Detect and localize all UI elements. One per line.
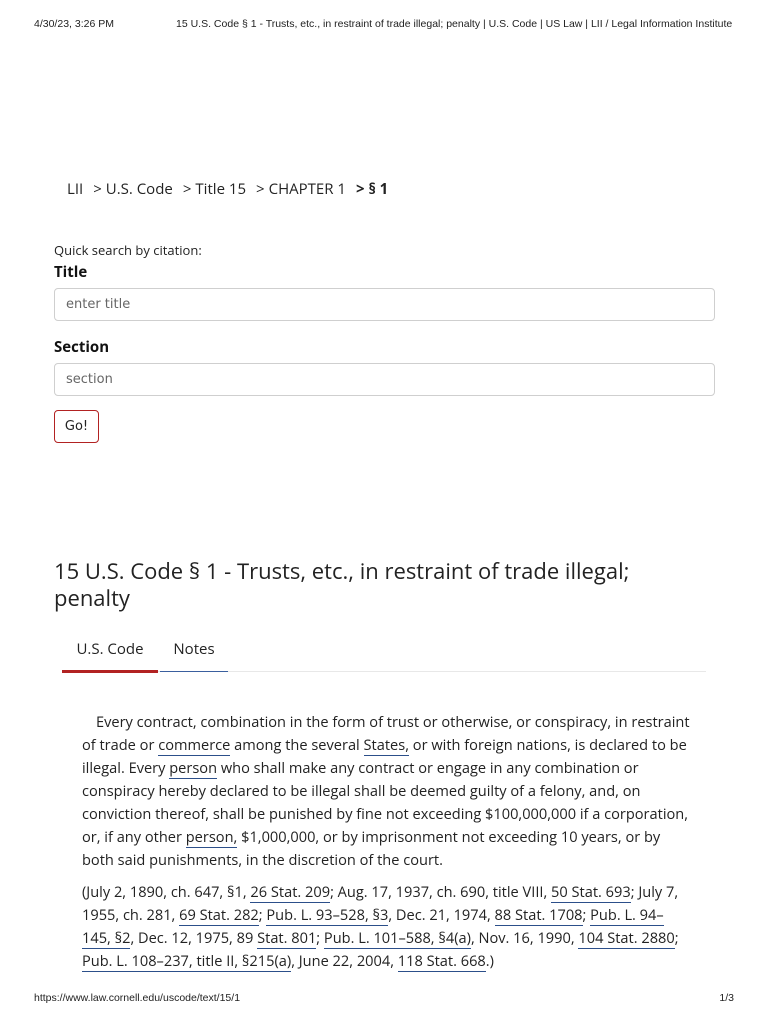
breadcrumb-current <box>356 179 388 199</box>
section-field-label: Section <box>54 337 110 357</box>
breadcrumb-current-label: § 1 <box>368 179 389 199</box>
citation-link[interactable]: Pub. L. 101–588, §4(a) <box>323 928 471 948</box>
quick-search-label: Quick search by citation: <box>54 241 202 259</box>
definition-link-person[interactable]: person <box>169 758 218 778</box>
breadcrumb-separator: > <box>182 179 192 199</box>
credits-text-segment: ; <box>582 905 591 925</box>
credits-text-segment: , June 22, 2004, <box>291 951 398 971</box>
credits-text-segment: , Dec. 12, 1975, 89 <box>130 928 258 948</box>
print-footer <box>34 992 734 1006</box>
breadcrumb-separator: > <box>93 179 102 199</box>
statute-text-segment: among the several <box>230 735 364 755</box>
credits-text-segment: .) <box>485 951 494 971</box>
tab-us-code[interactable]: U.S. Code <box>62 636 158 673</box>
definition-link-states[interactable]: States, <box>363 735 409 755</box>
print-page-number: 1/3 <box>719 992 734 1004</box>
title-input[interactable] <box>54 288 715 321</box>
print-url: https://www.law.cornell.edu/uscode/text/15/1 <box>34 992 241 1004</box>
go-button[interactable]: Go! <box>54 410 99 443</box>
credits-text-segment: , Dec. 21, 1974, <box>388 905 495 925</box>
source-credits <box>82 881 690 973</box>
tab-notes[interactable]: Notes <box>160 636 228 672</box>
page-title: 15 U.S. Code § 1 - Trusts, etc., in restraint of trade illegal; penalty <box>54 556 630 613</box>
print-header <box>34 18 734 32</box>
citation-link[interactable]: 50 Stat. 693 <box>551 882 631 902</box>
citation-link[interactable]: Stat. 801 <box>257 928 317 948</box>
citation-link[interactable]: 104 Stat. 2880 <box>578 928 675 948</box>
credits-text-segment: ; <box>674 928 679 948</box>
credits-text-segment: ; <box>316 928 324 948</box>
definition-link-commerce[interactable]: commerce <box>158 735 231 755</box>
breadcrumb-separator: > <box>256 179 265 199</box>
citation-link[interactable]: 88 Stat. 1708 <box>494 905 583 925</box>
breadcrumb-separator: > <box>355 179 365 199</box>
breadcrumb-us-code[interactable]: U.S. Code <box>105 179 173 199</box>
print-date: 4/30/23, 3:26 PM <box>34 18 114 30</box>
breadcrumb-lii[interactable]: LII <box>67 179 84 199</box>
citation-link[interactable]: Pub. L. 93–528, §3 <box>266 905 389 925</box>
breadcrumb-title-15[interactable]: Title 15 <box>195 179 247 199</box>
citation-link[interactable]: 69 Stat. 282 <box>179 905 259 925</box>
statute-text-segment: $1,000,000, or by imprisonment not exceeding 10 years, or by both said punishments, in the discretion of the court. <box>82 827 661 870</box>
statute-text-segment: who shall make any contract or engage in any combination or conspiracy hereby declared to be illegal shall be deemed guilty of a felony, and, on conviction thereof, shall be punished by fine not exceeding $100,000,000 if a corporation, or, if any other <box>82 758 689 847</box>
credits-text-segment: (July 2, 1890, ch. 647, §1, <box>82 882 251 902</box>
statute-text-segment: Every contract, combination in the form of trust or otherwise, or conspiracy, in restraint of trade or <box>82 712 690 755</box>
credits-text-segment: ; <box>258 905 267 925</box>
breadcrumb-chapter-1[interactable]: CHAPTER 1 <box>268 179 346 199</box>
print-page-title: 15 U.S. Code § 1 - Trusts, etc., in restraint of trade illegal; penalty | U.S. Code | US Law | LII / Legal Information Institute <box>176 18 733 30</box>
citation-link[interactable]: Pub. L. 94–145, §2 <box>82 905 664 948</box>
credits-text-segment: , Nov. 16, 1990, <box>470 928 579 948</box>
credits-text-segment: ; Aug. 17, 1937, ch. 690, title VIII, <box>330 882 552 902</box>
breadcrumb <box>67 179 388 199</box>
content-tabs <box>62 636 706 672</box>
statute-text-segment: or with foreign nations, is declared to be illegal. Every <box>82 735 687 778</box>
definition-link-person[interactable]: person, <box>185 827 238 847</box>
citation-link[interactable]: Pub. L. 108–237, title II, §215(a) <box>82 951 292 971</box>
section-input[interactable] <box>54 363 715 396</box>
credits-text-segment: ; July 7, 1955, ch. 281, <box>82 882 679 925</box>
title-field-label: Title <box>54 262 88 282</box>
statute-text <box>82 711 690 872</box>
citation-link[interactable]: 118 Stat. 668 <box>397 951 486 971</box>
citation-link[interactable]: 26 Stat. 209 <box>250 882 331 902</box>
